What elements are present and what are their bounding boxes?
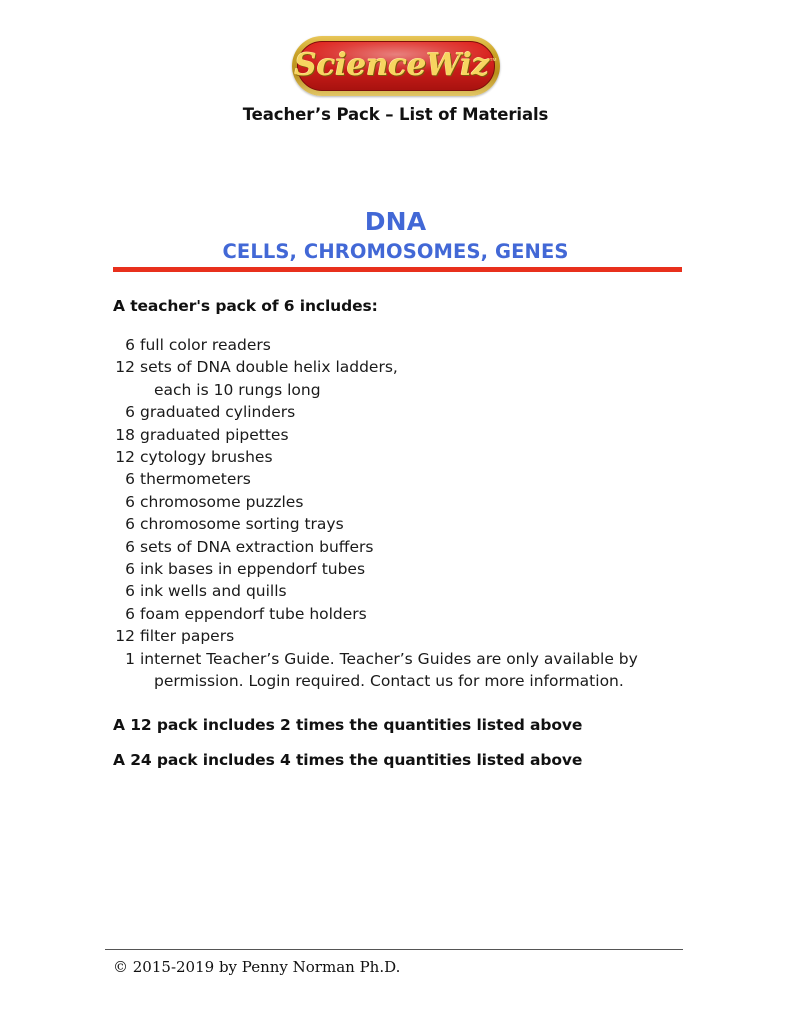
header-subtitle: Teacher’s Pack – List of Materials [242, 105, 549, 124]
content-area [113, 297, 713, 770]
list-item-continuation: permission. Login required. Contact us for more information. [154, 672, 624, 691]
list-item [113, 558, 713, 580]
sciencewiz-logo [292, 36, 500, 96]
list-item [113, 356, 713, 378]
page-header [0, 0, 791, 124]
logo-wordmark [294, 46, 497, 83]
list-item-label: internet Teacher’s Guide. Teacher’s Guides are only available by [140, 649, 638, 668]
brand-logo-wrap [0, 36, 791, 96]
list-item-label: ink bases in eppendorf tubes [140, 560, 366, 579]
list-item [113, 468, 713, 490]
list-item-label: cytology brushes [140, 448, 273, 467]
trademark-icon: ™ [488, 56, 497, 66]
logo-inner-pill [294, 41, 497, 91]
list-item-quantity: 1 [125, 649, 135, 668]
page-subtitle: CELLS, CHROMOSOMES, GENES [222, 240, 569, 263]
list-item [113, 446, 713, 468]
title-block [0, 208, 791, 263]
list-item [113, 513, 713, 535]
list-item-label: sets of DNA extraction buffers [140, 537, 374, 556]
list-item-label: filter papers [140, 627, 235, 646]
list-item-quantity: 6 [125, 582, 135, 601]
list-item-label: ink wells and quills [140, 582, 287, 601]
copyright-notice: © 2015-2019 by Penny Norman Ph.D. [113, 958, 401, 976]
list-item-quantity: 6 [125, 537, 135, 556]
list-item-quantity: 6 [125, 604, 135, 623]
list-item-continuation: each is 10 rungs long [154, 380, 321, 399]
list-item [113, 603, 713, 625]
list-item [113, 424, 713, 446]
list-item-quantity: 12 [115, 627, 135, 646]
materials-list [113, 334, 713, 693]
pack-note: A 24 pack includes 4 times the quantities listed above [113, 751, 583, 770]
list-item-quantity: 18 [115, 425, 135, 444]
list-item-quantity: 6 [125, 403, 135, 422]
logo-wordmark-text: ScienceWiz [294, 46, 489, 83]
list-item-quantity: 6 [125, 560, 135, 579]
list-item-quantity: 12 [115, 448, 135, 467]
list-item [113, 491, 713, 513]
list-item-quantity: 6 [125, 515, 135, 534]
page-title: DNA [364, 207, 427, 236]
list-item-label: chromosome sorting trays [140, 515, 344, 534]
list-item-label: sets of DNA double helix ladders, [140, 358, 398, 377]
pack-note: A 12 pack includes 2 times the quantities listed above [113, 715, 583, 734]
list-item-label: graduated cylinders [140, 403, 296, 422]
list-item-label: thermometers [140, 470, 251, 489]
footer-divider [105, 949, 683, 950]
intro-line: A teacher's pack of 6 includes: [113, 297, 378, 315]
list-item-label: foam eppendorf tube holders [140, 604, 367, 623]
list-item [113, 334, 713, 356]
list-item [113, 625, 713, 647]
list-item-quantity: 6 [125, 336, 135, 354]
list-item-quantity: 6 [125, 470, 135, 489]
title-divider [113, 267, 682, 272]
list-item [113, 401, 713, 423]
list-item-label: graduated pipettes [140, 425, 289, 444]
list-item [113, 536, 713, 558]
list-item-label: chromosome puzzles [140, 492, 304, 511]
list-item [113, 580, 713, 602]
list-item-quantity: 6 [125, 492, 135, 511]
list-item [113, 648, 713, 670]
list-item-quantity: 12 [115, 358, 135, 377]
list-item-label: full color readers [140, 336, 271, 354]
pack-notes [113, 716, 713, 770]
